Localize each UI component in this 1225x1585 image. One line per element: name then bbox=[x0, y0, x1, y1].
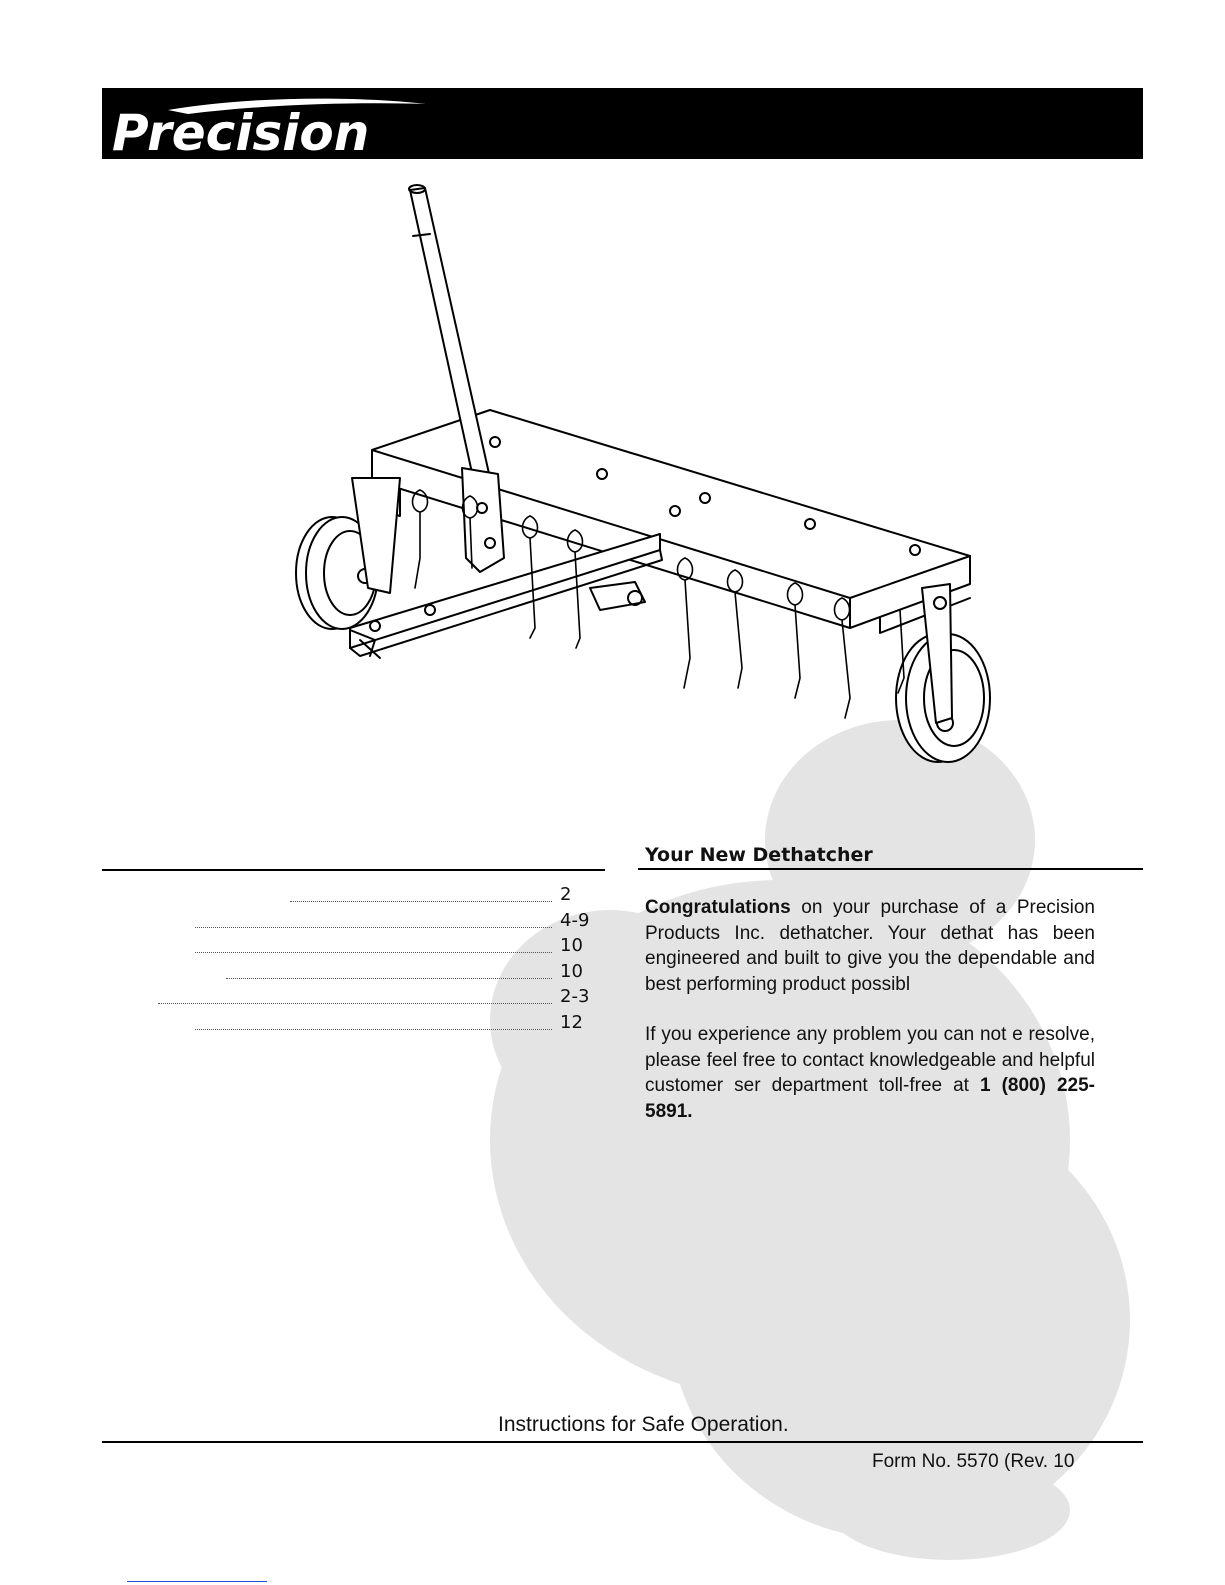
footer-title: Instructions for Safe Operation. bbox=[498, 1413, 789, 1436]
form-number: Form No. 5570 (Rev. 10 bbox=[872, 1451, 1075, 1472]
toc-entry bbox=[150, 961, 590, 987]
toc-page-number: 10 bbox=[560, 935, 583, 956]
page-link[interactable] bbox=[127, 1581, 267, 1582]
logo-text: Precision bbox=[112, 104, 370, 160]
precision-logo bbox=[108, 98, 428, 160]
toc-entry bbox=[150, 986, 590, 1012]
intro-text: on your purchase of a Precision Products Inc. dethatcher. Your dethat has been engineered and built to give you the dependable and best performing product possibl bbox=[645, 897, 1095, 995]
intro-heading: Your New Dethatcher bbox=[645, 844, 873, 866]
toc-entry bbox=[150, 910, 590, 936]
toc-page-number: 4-9 bbox=[560, 909, 590, 931]
dethatcher-illustration bbox=[290, 178, 1000, 798]
toc-page-number: 10 bbox=[560, 960, 583, 982]
intro-rule bbox=[638, 868, 1143, 870]
congratulations-text: Congratulations bbox=[645, 897, 791, 918]
toc-page-number: 12 bbox=[560, 1011, 583, 1033]
toc-top-rule bbox=[102, 869, 605, 871]
support-text: If you experience any problem you can not e resolve, please feel free to contact knowledgeable and helpful customer ser department toll-free at bbox=[645, 1024, 1095, 1096]
toc-page-number: 2-3 bbox=[560, 986, 590, 1007]
toc-entry bbox=[150, 884, 590, 910]
toc-entry bbox=[150, 1012, 590, 1038]
intro-paragraph-2 bbox=[645, 1022, 1095, 1124]
phone-number: 1 (800) 225-5891. bbox=[645, 1075, 1095, 1122]
table-of-contents bbox=[150, 884, 590, 1037]
toc-page-number: 2 bbox=[560, 884, 572, 905]
footer-rule bbox=[102, 1441, 1143, 1443]
toc-entry bbox=[150, 935, 590, 961]
intro-paragraph-1 bbox=[645, 895, 1095, 997]
